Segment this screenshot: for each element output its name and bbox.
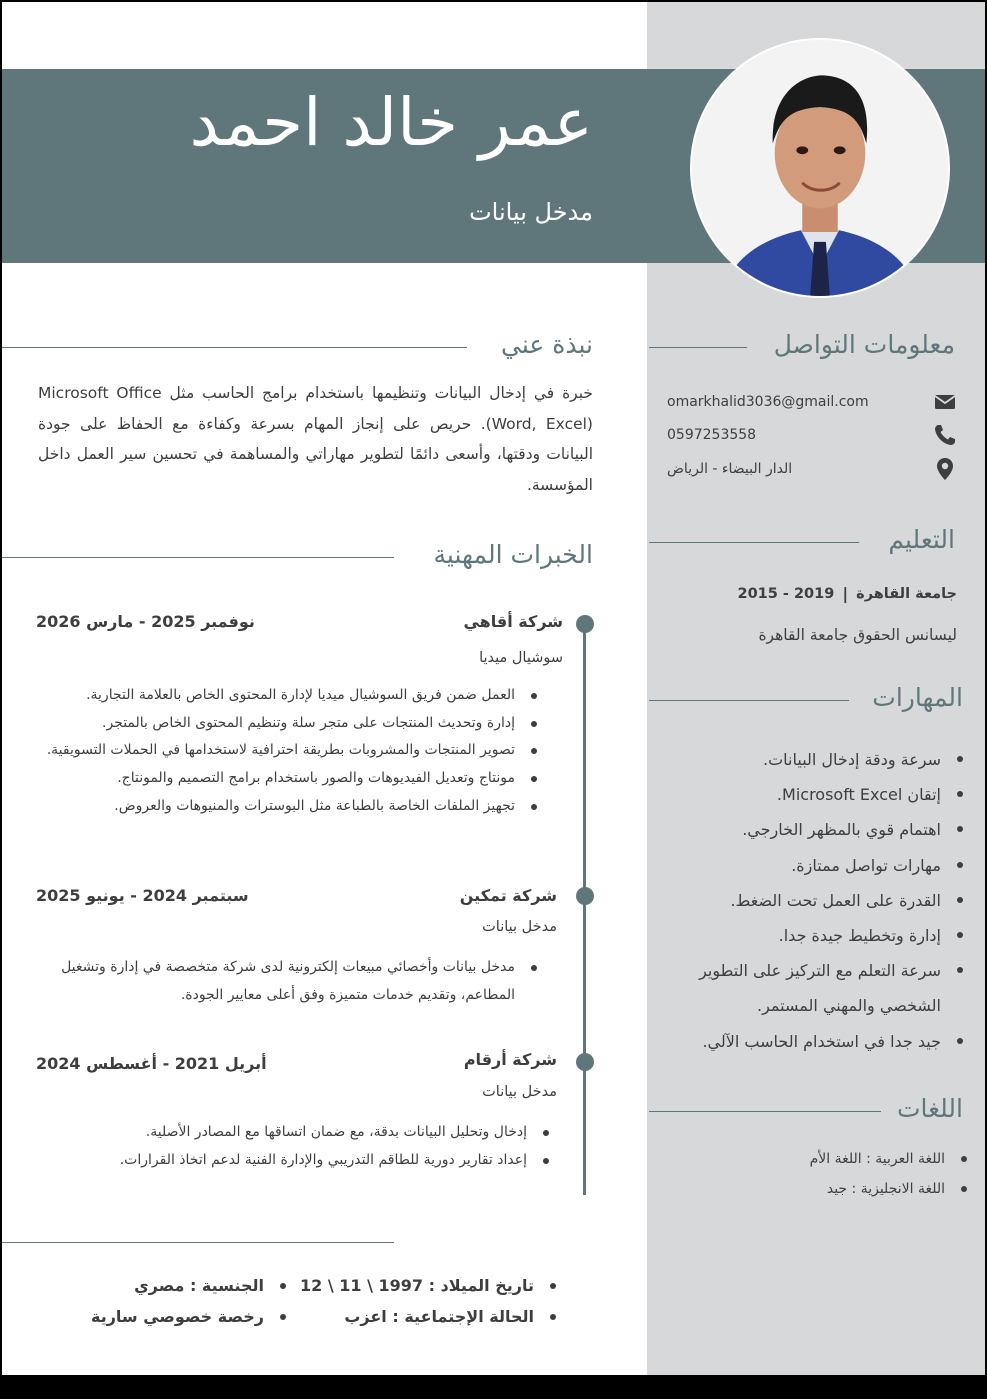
person-name: عمر خالد احمد bbox=[189, 84, 593, 161]
skill-item: إدارة وتخطيط جيدة جدا. bbox=[659, 918, 969, 953]
job-role: مدخل بيانات bbox=[482, 1084, 557, 1100]
job-period: أبريل 2021 - أغسطس 2024 bbox=[36, 1054, 267, 1073]
resume-page bbox=[2, 2, 985, 1375]
skill-item: القدرة على العمل تحت الضغط. bbox=[659, 883, 969, 918]
timeline-dot bbox=[576, 887, 594, 905]
experience-divider bbox=[2, 557, 394, 558]
duty-item: مدخل بيانات وأخصائي مبيعات إلكترونية لدى شركة متخصصة في إدارة وتشغيل المطاعم، وتقديم خدمات متميزة وفق أعلى معايير الجودة. bbox=[23, 954, 543, 1009]
job-duties bbox=[35, 1119, 555, 1174]
personal-list-right bbox=[300, 1270, 560, 1332]
skill-item: جيد جدا في استخدام الحاسب الآلي. bbox=[659, 1024, 969, 1059]
personal-nationality: الجنسية : مصري bbox=[90, 1270, 290, 1301]
language-item: اللغة الانجليزية : جيد bbox=[653, 1174, 973, 1204]
personal-birth: تاريخ الميلاد : 1997 \ 11 \ 12 bbox=[300, 1270, 560, 1301]
languages-divider bbox=[649, 1111, 881, 1112]
duty-item: مونتاج وتعديل الفيديوهات والصور باستخدام برامج التصميم والمونتاج. bbox=[23, 765, 543, 793]
personal-license: رخصة خصوصي سارية bbox=[90, 1301, 290, 1332]
job-company: شركة تمكين bbox=[459, 886, 557, 905]
profile-photo bbox=[690, 38, 950, 298]
job-period: نوفمبر 2025 - مارس 2026 bbox=[36, 612, 255, 631]
education-line bbox=[657, 584, 957, 603]
education-separator: | bbox=[842, 584, 849, 603]
address-text: الدار البيضاء - الرياض bbox=[667, 461, 793, 477]
about-title: نبذة عني bbox=[501, 330, 593, 359]
phone-text: 0597253558 bbox=[667, 427, 757, 443]
location-icon bbox=[933, 457, 957, 481]
email-icon bbox=[933, 390, 957, 414]
personal-list-left bbox=[90, 1270, 290, 1332]
phone-icon bbox=[933, 423, 957, 447]
job-role: مدخل بيانات bbox=[482, 919, 557, 935]
job-title: مدخل بيانات bbox=[469, 198, 593, 226]
job-duties bbox=[23, 954, 543, 1009]
duty-item: العمل ضمن فريق السوشيال ميديا لإدارة المحتوى الخاص بالعلامة التجارية. bbox=[23, 682, 543, 710]
timeline-dot bbox=[576, 1053, 594, 1071]
skills-title: المهارات bbox=[872, 683, 963, 712]
skills-list bbox=[659, 742, 969, 1059]
contact-email[interactable] bbox=[667, 390, 957, 414]
contact-phone[interactable] bbox=[667, 423, 957, 447]
about-divider bbox=[2, 347, 467, 348]
personal-marital: الحالة الإجتماعية : اعزب bbox=[300, 1301, 560, 1332]
job-company: شركة أرقام bbox=[463, 1050, 557, 1069]
duty-item: إعداد تقارير دورية للطاقم التدريبي والإدارة الفنية لدعم اتخاذ القرارات. bbox=[35, 1147, 555, 1175]
job-role: سوشيال ميديا bbox=[479, 650, 563, 666]
timeline-dot bbox=[576, 615, 594, 633]
skill-item: إتقان Microsoft Excel. bbox=[659, 777, 969, 812]
experience-title: الخبرات المهنية bbox=[433, 540, 593, 569]
skill-item: سرعة ودقة إدخال البيانات. bbox=[659, 742, 969, 777]
duty-item: تجهيز الملفات الخاصة بالطباعة مثل البوسترات والمنيوهات والعروض. bbox=[23, 793, 543, 821]
contact-title: معلومات التواصل bbox=[773, 330, 955, 359]
language-item: اللغة العربية : اللغة الأم bbox=[653, 1144, 973, 1174]
education-title: التعليم bbox=[888, 525, 955, 554]
contact-divider bbox=[649, 347, 747, 348]
personal-divider bbox=[2, 1242, 394, 1243]
education-university: جامعة القاهرة bbox=[856, 585, 957, 602]
languages-title: اللغات bbox=[896, 1094, 963, 1123]
languages-list bbox=[653, 1144, 973, 1204]
skills-divider bbox=[649, 700, 849, 701]
duty-item: تصوير المنتجات والمشروبات بطريقة احترافية لاستخدامها في الحملات التسويقية. bbox=[23, 737, 543, 765]
job-period: سبتمبر 2024 - يونيو 2025 bbox=[36, 886, 249, 905]
education-years: 2019 - 2015 bbox=[737, 585, 835, 602]
skill-item: مهارات تواصل ممتازة. bbox=[659, 848, 969, 883]
profile-photo-illustration bbox=[692, 40, 948, 296]
job-duties bbox=[23, 682, 543, 821]
duty-item: إدارة وتحديث المنتجات على متجر سلة وتنظيم المحتوى الخاص بالمتجر. bbox=[23, 710, 543, 738]
skill-item: سرعة التعلم مع التركيز على التطوير الشخصي والمهني المستمر. bbox=[659, 953, 969, 1023]
education-divider bbox=[649, 542, 859, 543]
timeline-line bbox=[583, 622, 586, 1195]
education-degree: ليسانس الحقوق جامعة القاهرة bbox=[758, 626, 957, 644]
job-company: شركة أقاهي bbox=[463, 612, 563, 631]
about-text: خبرة في إدخال البيانات وتنظيمها باستخدام برامج الحاسب مثل Microsoft Office (Word, Excel). حريص على إنجاز المهام بسرعة وكفاءة مع الحفاظ على جودة البيانات ودقتها، وأسعى دائمًا لتطوير مهاراتي والمساهمة في تحسين سير العمل داخل المؤسسة. bbox=[38, 384, 593, 494]
email-text: omarkhalid3036@gmail.com bbox=[667, 394, 869, 410]
skill-item: اهتمام قوي بالمظهر الخارجي. bbox=[659, 812, 969, 847]
duty-item: إدخال وتحليل البيانات بدقة، مع ضمان اتساقها مع المصادر الأصلية. bbox=[35, 1119, 555, 1147]
contact-address bbox=[667, 457, 957, 481]
